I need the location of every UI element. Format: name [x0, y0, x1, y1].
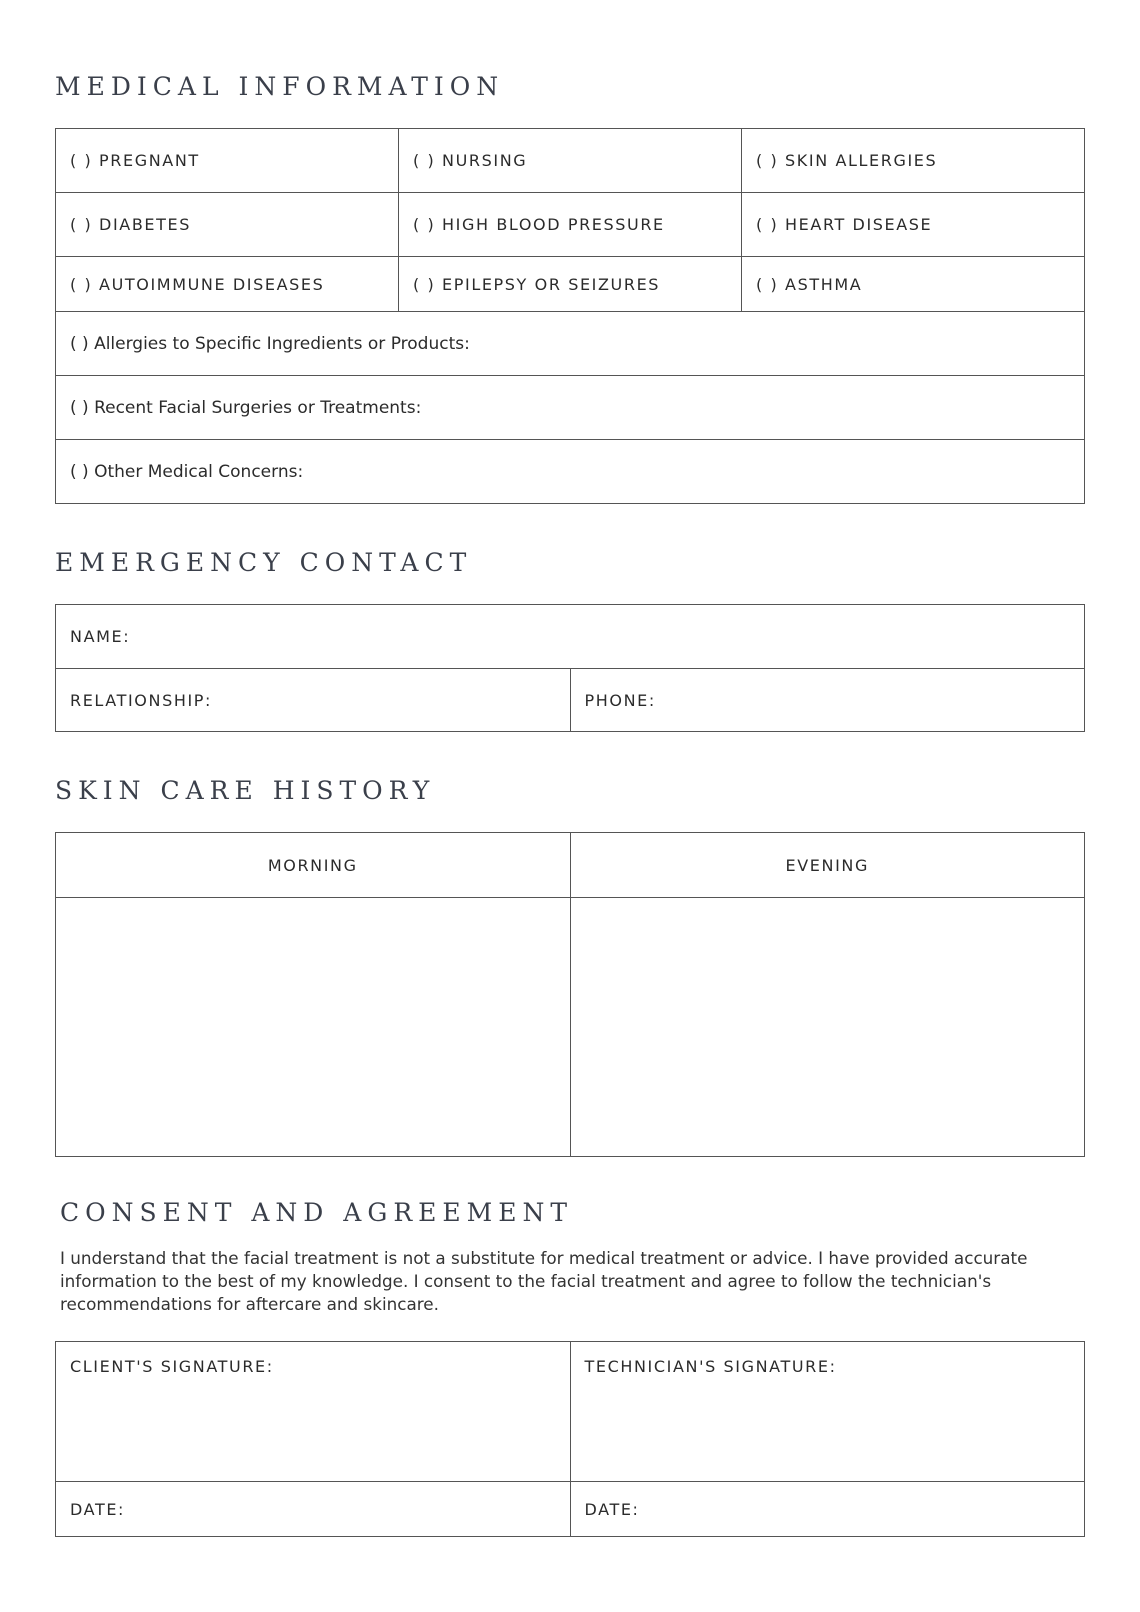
emergency-contact-heading: EMERGENCY CONTACT — [55, 548, 473, 577]
asthma-checkbox[interactable]: ( ) ASTHMA — [741, 257, 1084, 311]
technician-signature-field[interactable]: TECHNICIAN'S SIGNATURE: — [570, 1342, 1085, 1481]
emergency-name-field[interactable]: NAME: — [70, 627, 131, 646]
other-medical-concerns-field[interactable]: ( ) Other Medical Concerns: — [70, 461, 304, 482]
consent-statement: I understand that the facial treatment is not a substitute for medical treatment or advice. I have provided accurate information to the best of my knowledge. I consent to the facial treatment and agree to follow the technician's recommendations for aftercare and skincare. — [60, 1248, 1028, 1314]
medical-row — [56, 256, 1084, 311]
epilepsy-or-seizures-checkbox[interactable]: ( ) EPILEPSY OR SEIZURES — [398, 257, 741, 311]
emergency-relationship-field[interactable]: RELATIONSHIP: — [70, 690, 213, 710]
medical-row — [56, 311, 1084, 375]
morning-routine-field[interactable] — [56, 898, 570, 1156]
emergency-row — [56, 668, 1084, 731]
morning-column-header: MORNING — [267, 855, 358, 875]
medical-row — [56, 129, 1084, 192]
emergency-phone-field[interactable]: PHONE: — [570, 669, 1085, 731]
evening-routine-field[interactable] — [570, 898, 1085, 1156]
signature-table — [55, 1341, 1085, 1537]
recent-surgeries-field[interactable]: ( ) Recent Facial Surgeries or Treatments: — [70, 397, 422, 418]
medical-information-table — [55, 128, 1085, 504]
consent-agreement-heading: CONSENT AND AGREEMENT — [60, 1198, 574, 1227]
evening-column-header: EVENING — [570, 833, 1085, 897]
skincare-body-row — [56, 897, 1084, 1156]
skin-care-history-table — [55, 832, 1085, 1157]
emergency-contact-table — [55, 604, 1085, 732]
client-date-field[interactable]: DATE: — [70, 1499, 126, 1519]
heart-disease-checkbox[interactable]: ( ) HEART DISEASE — [741, 193, 1084, 256]
autoimmune-diseases-checkbox[interactable]: ( ) AUTOIMMUNE DISEASES — [70, 274, 325, 294]
medical-row — [56, 375, 1084, 439]
signature-row — [56, 1342, 1084, 1481]
skincare-header-row — [56, 833, 1084, 897]
diabetes-checkbox[interactable]: ( ) DIABETES — [70, 215, 191, 234]
medical-row — [56, 192, 1084, 256]
technician-date-field[interactable]: DATE: — [570, 1482, 1085, 1536]
client-signature-field[interactable]: CLIENT'S SIGNATURE: — [70, 1357, 274, 1376]
high-blood-pressure-checkbox[interactable]: ( ) HIGH BLOOD PRESSURE — [398, 193, 741, 256]
allergies-ingredients-field[interactable]: ( ) Allergies to Specific Ingredients or Products: — [70, 333, 470, 354]
skin-allergies-checkbox[interactable]: ( ) SKIN ALLERGIES — [741, 129, 1084, 192]
nursing-checkbox[interactable]: ( ) NURSING — [398, 129, 741, 192]
medical-information-heading: MEDICAL INFORMATION — [55, 72, 505, 101]
skin-care-history-heading: SKIN CARE HISTORY — [55, 776, 436, 805]
date-row — [56, 1481, 1084, 1536]
pregnant-checkbox[interactable]: ( ) PREGNANT — [70, 151, 200, 170]
emergency-row — [56, 605, 1084, 668]
medical-row — [56, 439, 1084, 503]
